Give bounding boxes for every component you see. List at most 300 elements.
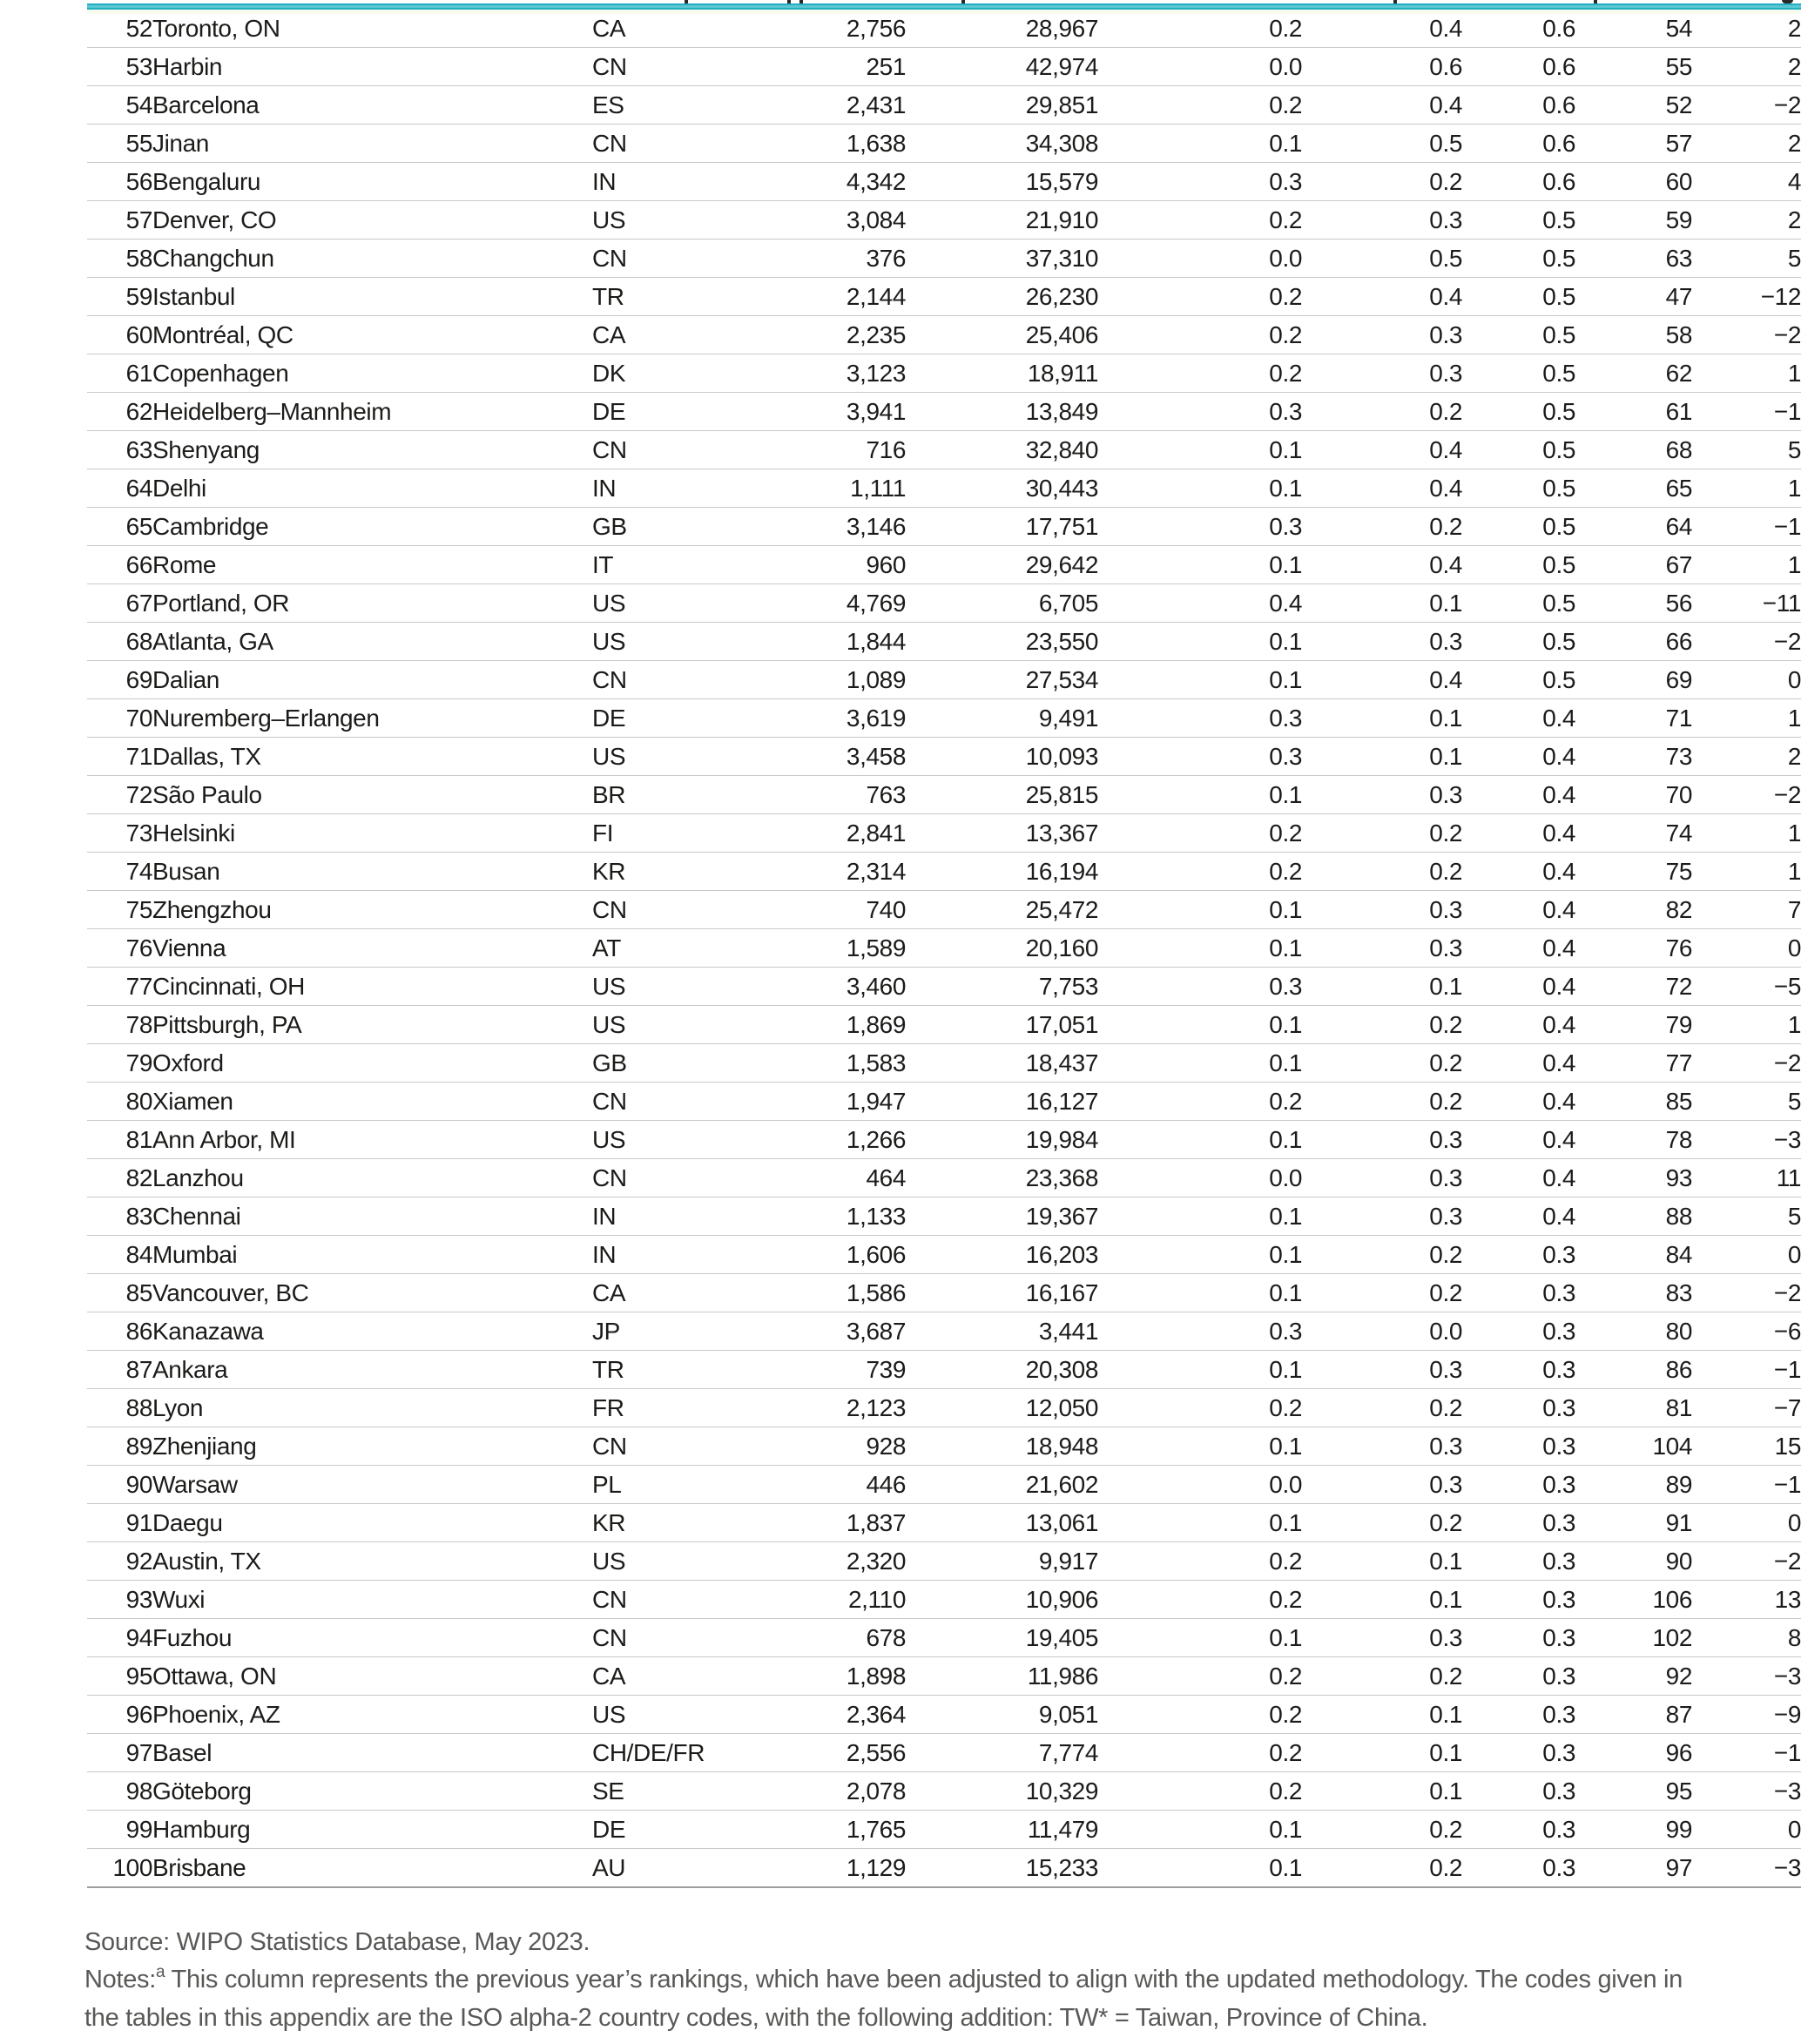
cell-rank: 89 [87, 1427, 152, 1466]
cell-country-code: CN [592, 125, 810, 163]
cell-share-2: 0.3 [1302, 891, 1462, 929]
cell-share-3: 0.4 [1462, 1083, 1575, 1121]
cell-country-code: CN [592, 1619, 810, 1657]
cell-share-1: 0.1 [1098, 1121, 1302, 1159]
table-row [87, 316, 1801, 354]
cell-rank-change: −2 [1692, 1542, 1801, 1581]
cell-rank: 80 [87, 1083, 152, 1121]
table-row [87, 278, 1801, 316]
cell-value-2: 19,367 [906, 1197, 1098, 1236]
cell-share-1: 0.1 [1098, 1427, 1302, 1466]
cell-previous-year-rank: 86 [1575, 1351, 1692, 1389]
cell-rank-change: 4 [1692, 163, 1801, 201]
cell-rank-change: 0 [1692, 1236, 1801, 1274]
cell-share-2: 0.3 [1302, 1351, 1462, 1389]
table-row [87, 891, 1801, 929]
cell-share-1: 0.1 [1098, 1274, 1302, 1312]
cell-value-1: 1,638 [810, 125, 906, 163]
cell-share-3: 0.3 [1462, 1504, 1575, 1542]
cell-rank-change: −6 [1692, 1312, 1801, 1351]
cell-rank-change: 5 [1692, 1083, 1801, 1121]
cell-share-3: 0.6 [1462, 48, 1575, 86]
cell-previous-year-rank: 87 [1575, 1696, 1692, 1734]
cell-share-1: 0.2 [1098, 201, 1302, 239]
cell-previous-year-rank: 69 [1575, 661, 1692, 699]
cell-value-2: 13,061 [906, 1504, 1098, 1542]
cell-rank: 77 [87, 968, 152, 1006]
cell-rank: 85 [87, 1274, 152, 1312]
cell-share-2: 0.4 [1302, 546, 1462, 584]
cell-value-2: 25,406 [906, 316, 1098, 354]
cell-value-2: 21,602 [906, 1466, 1098, 1504]
cell-share-3: 0.5 [1462, 316, 1575, 354]
cell-value-1: 1,129 [810, 1849, 906, 1888]
cell-share-3: 0.3 [1462, 1351, 1575, 1389]
cell-share-1: 0.1 [1098, 1351, 1302, 1389]
cell-cluster-name: Basel [152, 1734, 592, 1772]
cell-share-3: 0.3 [1462, 1542, 1575, 1581]
table-row [87, 469, 1801, 508]
cell-share-3: 0.3 [1462, 1657, 1575, 1696]
cell-rank-change: 1 [1692, 699, 1801, 738]
cell-share-2: 0.4 [1302, 10, 1462, 48]
cell-share-1: 0.2 [1098, 1657, 1302, 1696]
cell-share-1: 0.3 [1098, 699, 1302, 738]
cell-share-3: 0.4 [1462, 1197, 1575, 1236]
cell-cluster-name: Hamburg [152, 1811, 592, 1849]
cell-rank: 90 [87, 1466, 152, 1504]
cell-share-3: 0.3 [1462, 1466, 1575, 1504]
table-row [87, 1351, 1801, 1389]
cell-share-2: 0.3 [1302, 201, 1462, 239]
cell-previous-year-rank: 68 [1575, 431, 1692, 469]
cell-share-1: 0.1 [1098, 891, 1302, 929]
cell-rank-change: 2 [1692, 738, 1801, 776]
cell-country-code: FR [592, 1389, 810, 1427]
cell-country-code: SE [592, 1772, 810, 1811]
cell-previous-year-rank: 57 [1575, 125, 1692, 163]
cell-cluster-name: Lanzhou [152, 1159, 592, 1197]
cell-cluster-name: Wuxi [152, 1581, 592, 1619]
table-row [87, 1006, 1801, 1044]
cell-share-3: 0.3 [1462, 1772, 1575, 1811]
cell-previous-year-rank: 74 [1575, 814, 1692, 853]
table-row [87, 1466, 1801, 1504]
cell-country-code: CN [592, 891, 810, 929]
cell-rank-change: 11 [1692, 1159, 1801, 1197]
cell-rank-change: 13 [1692, 1581, 1801, 1619]
table-row [87, 48, 1801, 86]
cell-value-2: 29,851 [906, 86, 1098, 125]
cell-value-1: 1,111 [810, 469, 906, 508]
cell-rank: 96 [87, 1696, 152, 1734]
cell-cluster-name: Austin, TX [152, 1542, 592, 1581]
cell-previous-year-rank: 96 [1575, 1734, 1692, 1772]
cell-previous-year-rank: 72 [1575, 968, 1692, 1006]
cell-cluster-name: Heidelberg–Mannheim [152, 393, 592, 431]
cell-previous-year-rank: 77 [1575, 1044, 1692, 1083]
cell-cluster-name: Portland, OR [152, 584, 592, 623]
cell-rank: 67 [87, 584, 152, 623]
cell-rank: 87 [87, 1351, 152, 1389]
cell-rank: 95 [87, 1657, 152, 1696]
table-row [87, 1274, 1801, 1312]
table-row [87, 508, 1801, 546]
cell-rank: 92 [87, 1542, 152, 1581]
cell-country-code: DE [592, 1811, 810, 1849]
cell-share-1: 0.1 [1098, 661, 1302, 699]
cell-rank-change: 1 [1692, 354, 1801, 393]
table-row [87, 1542, 1801, 1581]
cell-value-1: 3,460 [810, 968, 906, 1006]
cell-country-code: IN [592, 163, 810, 201]
cell-share-2: 0.3 [1302, 1427, 1462, 1466]
cell-value-2: 7,753 [906, 968, 1098, 1006]
cell-share-3: 0.6 [1462, 10, 1575, 48]
cell-share-1: 0.2 [1098, 10, 1302, 48]
cell-country-code: CN [592, 1159, 810, 1197]
table-row [87, 814, 1801, 853]
cell-value-2: 9,491 [906, 699, 1098, 738]
cell-share-3: 0.4 [1462, 699, 1575, 738]
cell-value-1: 376 [810, 239, 906, 278]
cell-share-2: 0.1 [1302, 584, 1462, 623]
table-row [87, 1427, 1801, 1466]
cell-cluster-name: Cambridge [152, 508, 592, 546]
cell-previous-year-rank: 76 [1575, 929, 1692, 968]
cell-cluster-name: Brisbane [152, 1849, 592, 1888]
cell-country-code: JP [592, 1312, 810, 1351]
cell-cluster-name: Vancouver, BC [152, 1274, 592, 1312]
cell-share-1: 0.1 [1098, 1006, 1302, 1044]
cell-share-1: 0.1 [1098, 1849, 1302, 1888]
cell-country-code: CA [592, 1274, 810, 1312]
cell-rank: 86 [87, 1312, 152, 1351]
cell-share-1: 0.4 [1098, 584, 1302, 623]
cell-value-1: 763 [810, 776, 906, 814]
table-row [87, 546, 1801, 584]
cell-share-2: 0.1 [1302, 699, 1462, 738]
notes-text-1: This column represents the previous year’s rankings, which have been adjusted to align with the updated methodology. The codes given in [165, 1966, 1683, 1993]
cell-rank-change: 5 [1692, 431, 1801, 469]
table-row [87, 1619, 1801, 1657]
cell-rank: 71 [87, 738, 152, 776]
cell-previous-year-rank: 62 [1575, 354, 1692, 393]
cell-country-code: CH/DE/FR [592, 1734, 810, 1772]
cell-cluster-name: Jinan [152, 125, 592, 163]
cell-share-3: 0.4 [1462, 1044, 1575, 1083]
cell-country-code: ES [592, 86, 810, 125]
cell-value-2: 10,329 [906, 1772, 1098, 1811]
cell-share-3: 0.3 [1462, 1236, 1575, 1274]
cell-cluster-name: Oxford [152, 1044, 592, 1083]
cell-share-1: 0.1 [1098, 776, 1302, 814]
cell-share-1: 0.3 [1098, 508, 1302, 546]
cell-value-2: 23,368 [906, 1159, 1098, 1197]
cell-rank: 56 [87, 163, 152, 201]
cell-value-1: 4,342 [810, 163, 906, 201]
cell-share-2: 0.4 [1302, 469, 1462, 508]
cell-value-2: 25,815 [906, 776, 1098, 814]
cell-share-1: 0.3 [1098, 163, 1302, 201]
cell-share-3: 0.3 [1462, 1734, 1575, 1772]
cell-previous-year-rank: 85 [1575, 1083, 1692, 1121]
cell-value-2: 9,051 [906, 1696, 1098, 1734]
cell-share-2: 0.1 [1302, 1772, 1462, 1811]
cell-share-2: 0.4 [1302, 278, 1462, 316]
cell-cluster-name: Mumbai [152, 1236, 592, 1274]
cell-rank-change: −3 [1692, 1121, 1801, 1159]
cell-share-1: 0.0 [1098, 1159, 1302, 1197]
cell-share-2: 0.2 [1302, 1044, 1462, 1083]
cell-value-1: 3,941 [810, 393, 906, 431]
cell-value-2: 21,910 [906, 201, 1098, 239]
cell-previous-year-rank: 80 [1575, 1312, 1692, 1351]
table-row [87, 1696, 1801, 1734]
cell-value-1: 1,947 [810, 1083, 906, 1121]
cell-country-code: TR [592, 278, 810, 316]
table-row [87, 1159, 1801, 1197]
cell-value-2: 30,443 [906, 469, 1098, 508]
cell-previous-year-rank: 81 [1575, 1389, 1692, 1427]
cell-share-2: 0.0 [1302, 1312, 1462, 1351]
cell-rank: 79 [87, 1044, 152, 1083]
table-row [87, 738, 1801, 776]
cell-previous-year-rank: 55 [1575, 48, 1692, 86]
cell-share-1: 0.1 [1098, 1197, 1302, 1236]
cell-value-1: 1,586 [810, 1274, 906, 1312]
cell-rank: 93 [87, 1581, 152, 1619]
cell-rank: 94 [87, 1619, 152, 1657]
cell-rank-change: 2 [1692, 125, 1801, 163]
cell-value-1: 3,084 [810, 201, 906, 239]
cell-value-2: 20,160 [906, 929, 1098, 968]
table-row [87, 1657, 1801, 1696]
cell-share-3: 0.3 [1462, 1696, 1575, 1734]
table-row [87, 125, 1801, 163]
cell-rank: 55 [87, 125, 152, 163]
cell-share-1: 0.3 [1098, 738, 1302, 776]
cell-rank: 59 [87, 278, 152, 316]
cell-value-2: 32,840 [906, 431, 1098, 469]
cell-share-2: 0.2 [1302, 1274, 1462, 1312]
table-row [87, 1504, 1801, 1542]
cell-share-2: 0.3 [1302, 776, 1462, 814]
cell-share-2: 0.4 [1302, 661, 1462, 699]
cell-rank: 74 [87, 853, 152, 891]
cell-share-1: 0.2 [1098, 1696, 1302, 1734]
cell-value-2: 16,167 [906, 1274, 1098, 1312]
cell-rank-change: 0 [1692, 661, 1801, 699]
cell-share-2: 0.2 [1302, 393, 1462, 431]
cell-country-code: AT [592, 929, 810, 968]
cell-rank-change: −2 [1692, 776, 1801, 814]
cell-value-1: 1,089 [810, 661, 906, 699]
cell-rank-change: −2 [1692, 1044, 1801, 1083]
cell-country-code: IN [592, 1236, 810, 1274]
cell-value-2: 27,534 [906, 661, 1098, 699]
cell-rank-change: 2 [1692, 48, 1801, 86]
cell-previous-year-rank: 56 [1575, 584, 1692, 623]
cell-rank-change: 1 [1692, 853, 1801, 891]
cell-cluster-name: Vienna [152, 929, 592, 968]
table-row [87, 776, 1801, 814]
cell-share-3: 0.5 [1462, 278, 1575, 316]
cell-value-2: 7,774 [906, 1734, 1098, 1772]
cell-country-code: DE [592, 699, 810, 738]
cell-rank-change: −1 [1692, 393, 1801, 431]
cell-cluster-name: Harbin [152, 48, 592, 86]
table-row [87, 1044, 1801, 1083]
cell-share-2: 0.3 [1302, 1197, 1462, 1236]
cell-value-1: 3,687 [810, 1312, 906, 1351]
cell-country-code: US [592, 201, 810, 239]
cell-share-1: 0.2 [1098, 1389, 1302, 1427]
cell-share-1: 0.1 [1098, 1811, 1302, 1849]
cell-share-3: 0.4 [1462, 891, 1575, 929]
cell-cluster-name: Zhenjiang [152, 1427, 592, 1466]
cell-previous-year-rank: 66 [1575, 623, 1692, 661]
cell-country-code: US [592, 1696, 810, 1734]
cell-value-2: 11,986 [906, 1657, 1098, 1696]
cell-share-3: 0.3 [1462, 1619, 1575, 1657]
table-row [87, 1811, 1801, 1849]
table-row [87, 699, 1801, 738]
cell-country-code: KR [592, 1504, 810, 1542]
cell-value-1: 3,619 [810, 699, 906, 738]
cell-rank: 69 [87, 661, 152, 699]
cell-share-2: 0.2 [1302, 1657, 1462, 1696]
notes-label: Notes: [84, 1966, 157, 1993]
table-row [87, 1389, 1801, 1427]
cell-value-2: 15,579 [906, 163, 1098, 201]
cell-share-2: 0.1 [1302, 1734, 1462, 1772]
cell-previous-year-rank: 67 [1575, 546, 1692, 584]
cell-share-3: 0.4 [1462, 1159, 1575, 1197]
cell-rank-change: 1 [1692, 814, 1801, 853]
cell-rank: 98 [87, 1772, 152, 1811]
cell-value-1: 740 [810, 891, 906, 929]
cell-cluster-name: Daegu [152, 1504, 592, 1542]
cell-previous-year-rank: 75 [1575, 853, 1692, 891]
cell-previous-year-rank: 82 [1575, 891, 1692, 929]
cell-rank: 61 [87, 354, 152, 393]
cell-share-1: 0.3 [1098, 393, 1302, 431]
table-row [87, 1236, 1801, 1274]
cell-rank-change: −12 [1692, 278, 1801, 316]
cell-previous-year-rank: 102 [1575, 1619, 1692, 1657]
cell-rank-change: 2 [1692, 10, 1801, 48]
cell-share-1: 0.2 [1098, 814, 1302, 853]
cell-share-2: 0.3 [1302, 1466, 1462, 1504]
table-row [87, 239, 1801, 278]
cell-cluster-name: Phoenix, AZ [152, 1696, 592, 1734]
cell-cluster-name: Kanazawa [152, 1312, 592, 1351]
cell-country-code: CN [592, 431, 810, 469]
table-row [87, 431, 1801, 469]
cell-rank-change: −1 [1692, 1734, 1801, 1772]
table-row [87, 163, 1801, 201]
notes-line-2: the tables in this appendix are the ISO alpha-2 country codes, with the following addition: TW* = Taiwan, Province of China. [84, 2003, 1428, 2032]
cell-value-2: 16,194 [906, 853, 1098, 891]
cell-value-2: 34,308 [906, 125, 1098, 163]
cell-share-3: 0.4 [1462, 929, 1575, 968]
cell-previous-year-rank: 73 [1575, 738, 1692, 776]
table-row [87, 1312, 1801, 1351]
cell-value-2: 18,948 [906, 1427, 1098, 1466]
cell-share-1: 0.0 [1098, 1466, 1302, 1504]
cell-value-2: 15,233 [906, 1849, 1098, 1888]
cell-cluster-name: Dalian [152, 661, 592, 699]
cell-previous-year-rank: 71 [1575, 699, 1692, 738]
cell-rank-change: −1 [1692, 1466, 1801, 1504]
cell-share-1: 0.1 [1098, 1619, 1302, 1657]
cell-previous-year-rank: 92 [1575, 1657, 1692, 1696]
cell-share-1: 0.0 [1098, 48, 1302, 86]
cell-rank-change: 2 [1692, 201, 1801, 239]
cell-country-code: CN [592, 1581, 810, 1619]
cell-value-1: 2,556 [810, 1734, 906, 1772]
cell-value-1: 678 [810, 1619, 906, 1657]
cell-cluster-name: Pittsburgh, PA [152, 1006, 592, 1044]
cell-share-2: 0.5 [1302, 239, 1462, 278]
cell-previous-year-rank: 88 [1575, 1197, 1692, 1236]
cell-share-3: 0.6 [1462, 163, 1575, 201]
cell-previous-year-rank: 78 [1575, 1121, 1692, 1159]
cell-cluster-name: Fuzhou [152, 1619, 592, 1657]
cell-country-code: CN [592, 661, 810, 699]
cell-rank-change: −3 [1692, 1849, 1801, 1888]
cell-value-2: 28,967 [906, 10, 1098, 48]
cell-share-2: 0.2 [1302, 1504, 1462, 1542]
cell-cluster-name: Cincinnati, OH [152, 968, 592, 1006]
cell-value-1: 2,314 [810, 853, 906, 891]
cell-share-3: 0.5 [1462, 508, 1575, 546]
cell-country-code: US [592, 623, 810, 661]
cell-previous-year-rank: 63 [1575, 239, 1692, 278]
cell-previous-year-rank: 54 [1575, 10, 1692, 48]
cell-share-2: 0.2 [1302, 1849, 1462, 1888]
cell-value-2: 37,310 [906, 239, 1098, 278]
cell-share-3: 0.3 [1462, 1312, 1575, 1351]
cell-value-2: 16,203 [906, 1236, 1098, 1274]
cell-previous-year-rank: 70 [1575, 776, 1692, 814]
cell-share-2: 0.2 [1302, 1811, 1462, 1849]
cell-value-2: 18,911 [906, 354, 1098, 393]
cell-previous-year-rank: 47 [1575, 278, 1692, 316]
cell-value-2: 16,127 [906, 1083, 1098, 1121]
cell-rank: 68 [87, 623, 152, 661]
cell-share-3: 0.3 [1462, 1811, 1575, 1849]
cell-country-code: US [592, 968, 810, 1006]
cell-share-1: 0.1 [1098, 546, 1302, 584]
cell-country-code: BR [592, 776, 810, 814]
cell-value-2: 10,093 [906, 738, 1098, 776]
cell-rank: 88 [87, 1389, 152, 1427]
cell-rank: 78 [87, 1006, 152, 1044]
cell-value-2: 13,849 [906, 393, 1098, 431]
cell-share-1: 0.1 [1098, 125, 1302, 163]
cell-cluster-name: Montréal, QC [152, 316, 592, 354]
cell-country-code: DE [592, 393, 810, 431]
cell-rank-change: 0 [1692, 929, 1801, 968]
cell-country-code: IN [592, 469, 810, 508]
table-row [87, 968, 1801, 1006]
cell-share-3: 0.5 [1462, 239, 1575, 278]
cell-country-code: CN [592, 48, 810, 86]
cell-previous-year-rank: 83 [1575, 1274, 1692, 1312]
cell-share-1: 0.1 [1098, 623, 1302, 661]
